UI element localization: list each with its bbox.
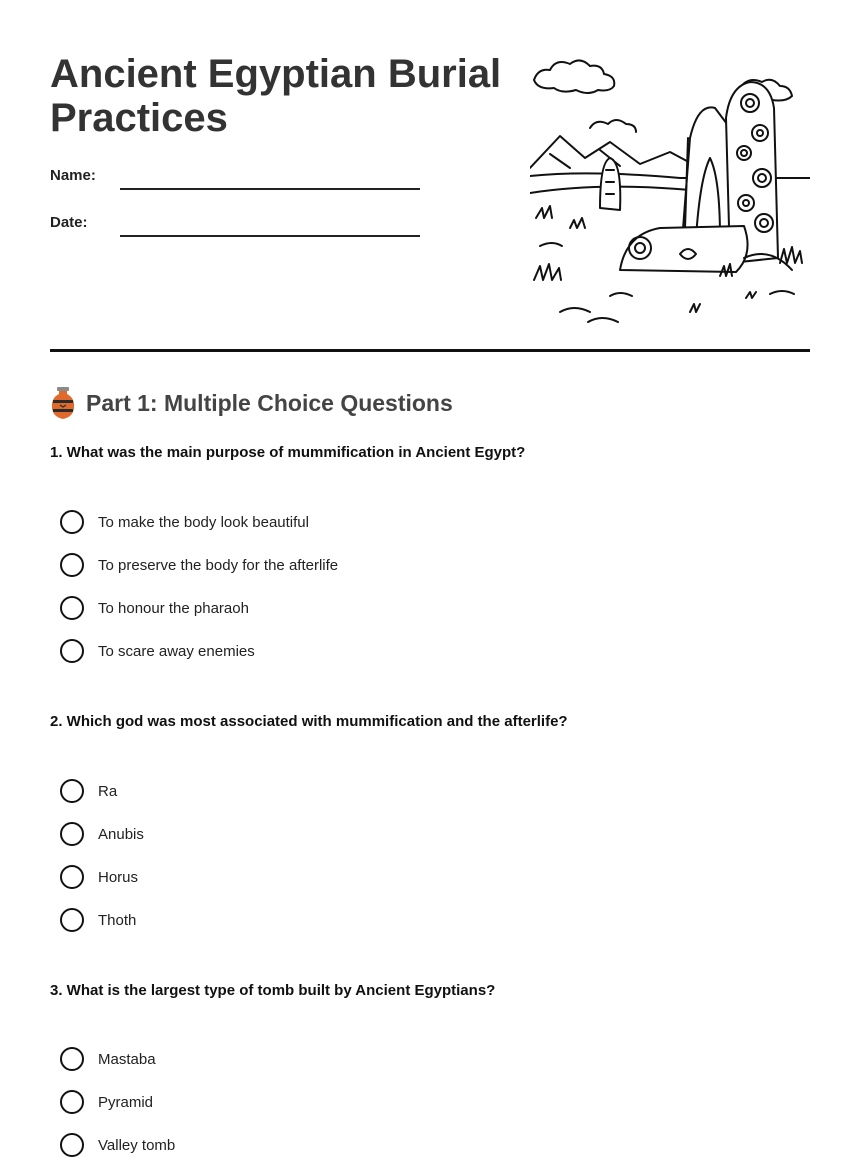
option-label: To preserve the body for the afterlife (98, 556, 339, 574)
vase-icon (50, 386, 76, 420)
option-label: To make the body look beautiful (98, 513, 309, 531)
option-label: To scare away enemies (98, 642, 255, 660)
radio-button[interactable] (60, 596, 84, 620)
option-label: Horus (98, 868, 139, 886)
worksheet-page (50, 0, 810, 1161)
radio-button[interactable] (60, 510, 84, 534)
question-3: 3. What is the largest type of tomb built by Ancient Egyptians? (50, 982, 496, 999)
option-label: Thoth (98, 911, 137, 929)
worksheet-title: Ancient Egyptian Burial Practices (50, 52, 502, 140)
q2-option-4[interactable] (60, 907, 136, 933)
name-line[interactable] (120, 188, 420, 190)
option-label: Pyramid (98, 1093, 154, 1111)
radio-button[interactable] (60, 1133, 84, 1157)
radio-button[interactable] (60, 865, 84, 889)
part1-heading (50, 386, 453, 420)
q1-option-3[interactable] (60, 595, 249, 621)
part1-title: Part 1: Multiple Choice Questions (86, 389, 453, 416)
stone-monument-illustration (530, 58, 810, 328)
q2-option-1[interactable] (60, 778, 117, 804)
q1-option-4[interactable] (60, 638, 255, 664)
radio-button[interactable] (60, 639, 84, 663)
option-label: Anubis (98, 825, 144, 843)
radio-button[interactable] (60, 553, 84, 577)
question-1: 1. What was the main purpose of mummification in Ancient Egypt? (50, 444, 526, 461)
date-label: Date: (50, 214, 88, 231)
q3-option-3[interactable] (60, 1132, 175, 1158)
option-label: Ra (98, 782, 118, 800)
date-line[interactable] (120, 235, 420, 237)
header-divider (50, 349, 810, 352)
option-label: To honour the pharaoh (98, 599, 249, 617)
q2-option-3[interactable] (60, 864, 138, 890)
q3-option-1[interactable] (60, 1046, 156, 1072)
question-2: 2. Which god was most associated with mummification and the afterlife? (50, 713, 568, 730)
name-field (50, 160, 420, 190)
q1-option-1[interactable] (60, 509, 309, 535)
option-label: Mastaba (98, 1050, 156, 1068)
worksheet-header (50, 0, 810, 352)
radio-button[interactable] (60, 908, 84, 932)
q3-option-2[interactable] (60, 1089, 153, 1115)
radio-button[interactable] (60, 1090, 84, 1114)
date-field (50, 207, 420, 237)
q2-option-2[interactable] (60, 821, 144, 847)
name-label: Name: (50, 167, 96, 184)
radio-button[interactable] (60, 822, 84, 846)
radio-button[interactable] (60, 779, 84, 803)
radio-button[interactable] (60, 1047, 84, 1071)
option-label: Valley tomb (98, 1136, 176, 1154)
q1-option-2[interactable] (60, 552, 338, 578)
